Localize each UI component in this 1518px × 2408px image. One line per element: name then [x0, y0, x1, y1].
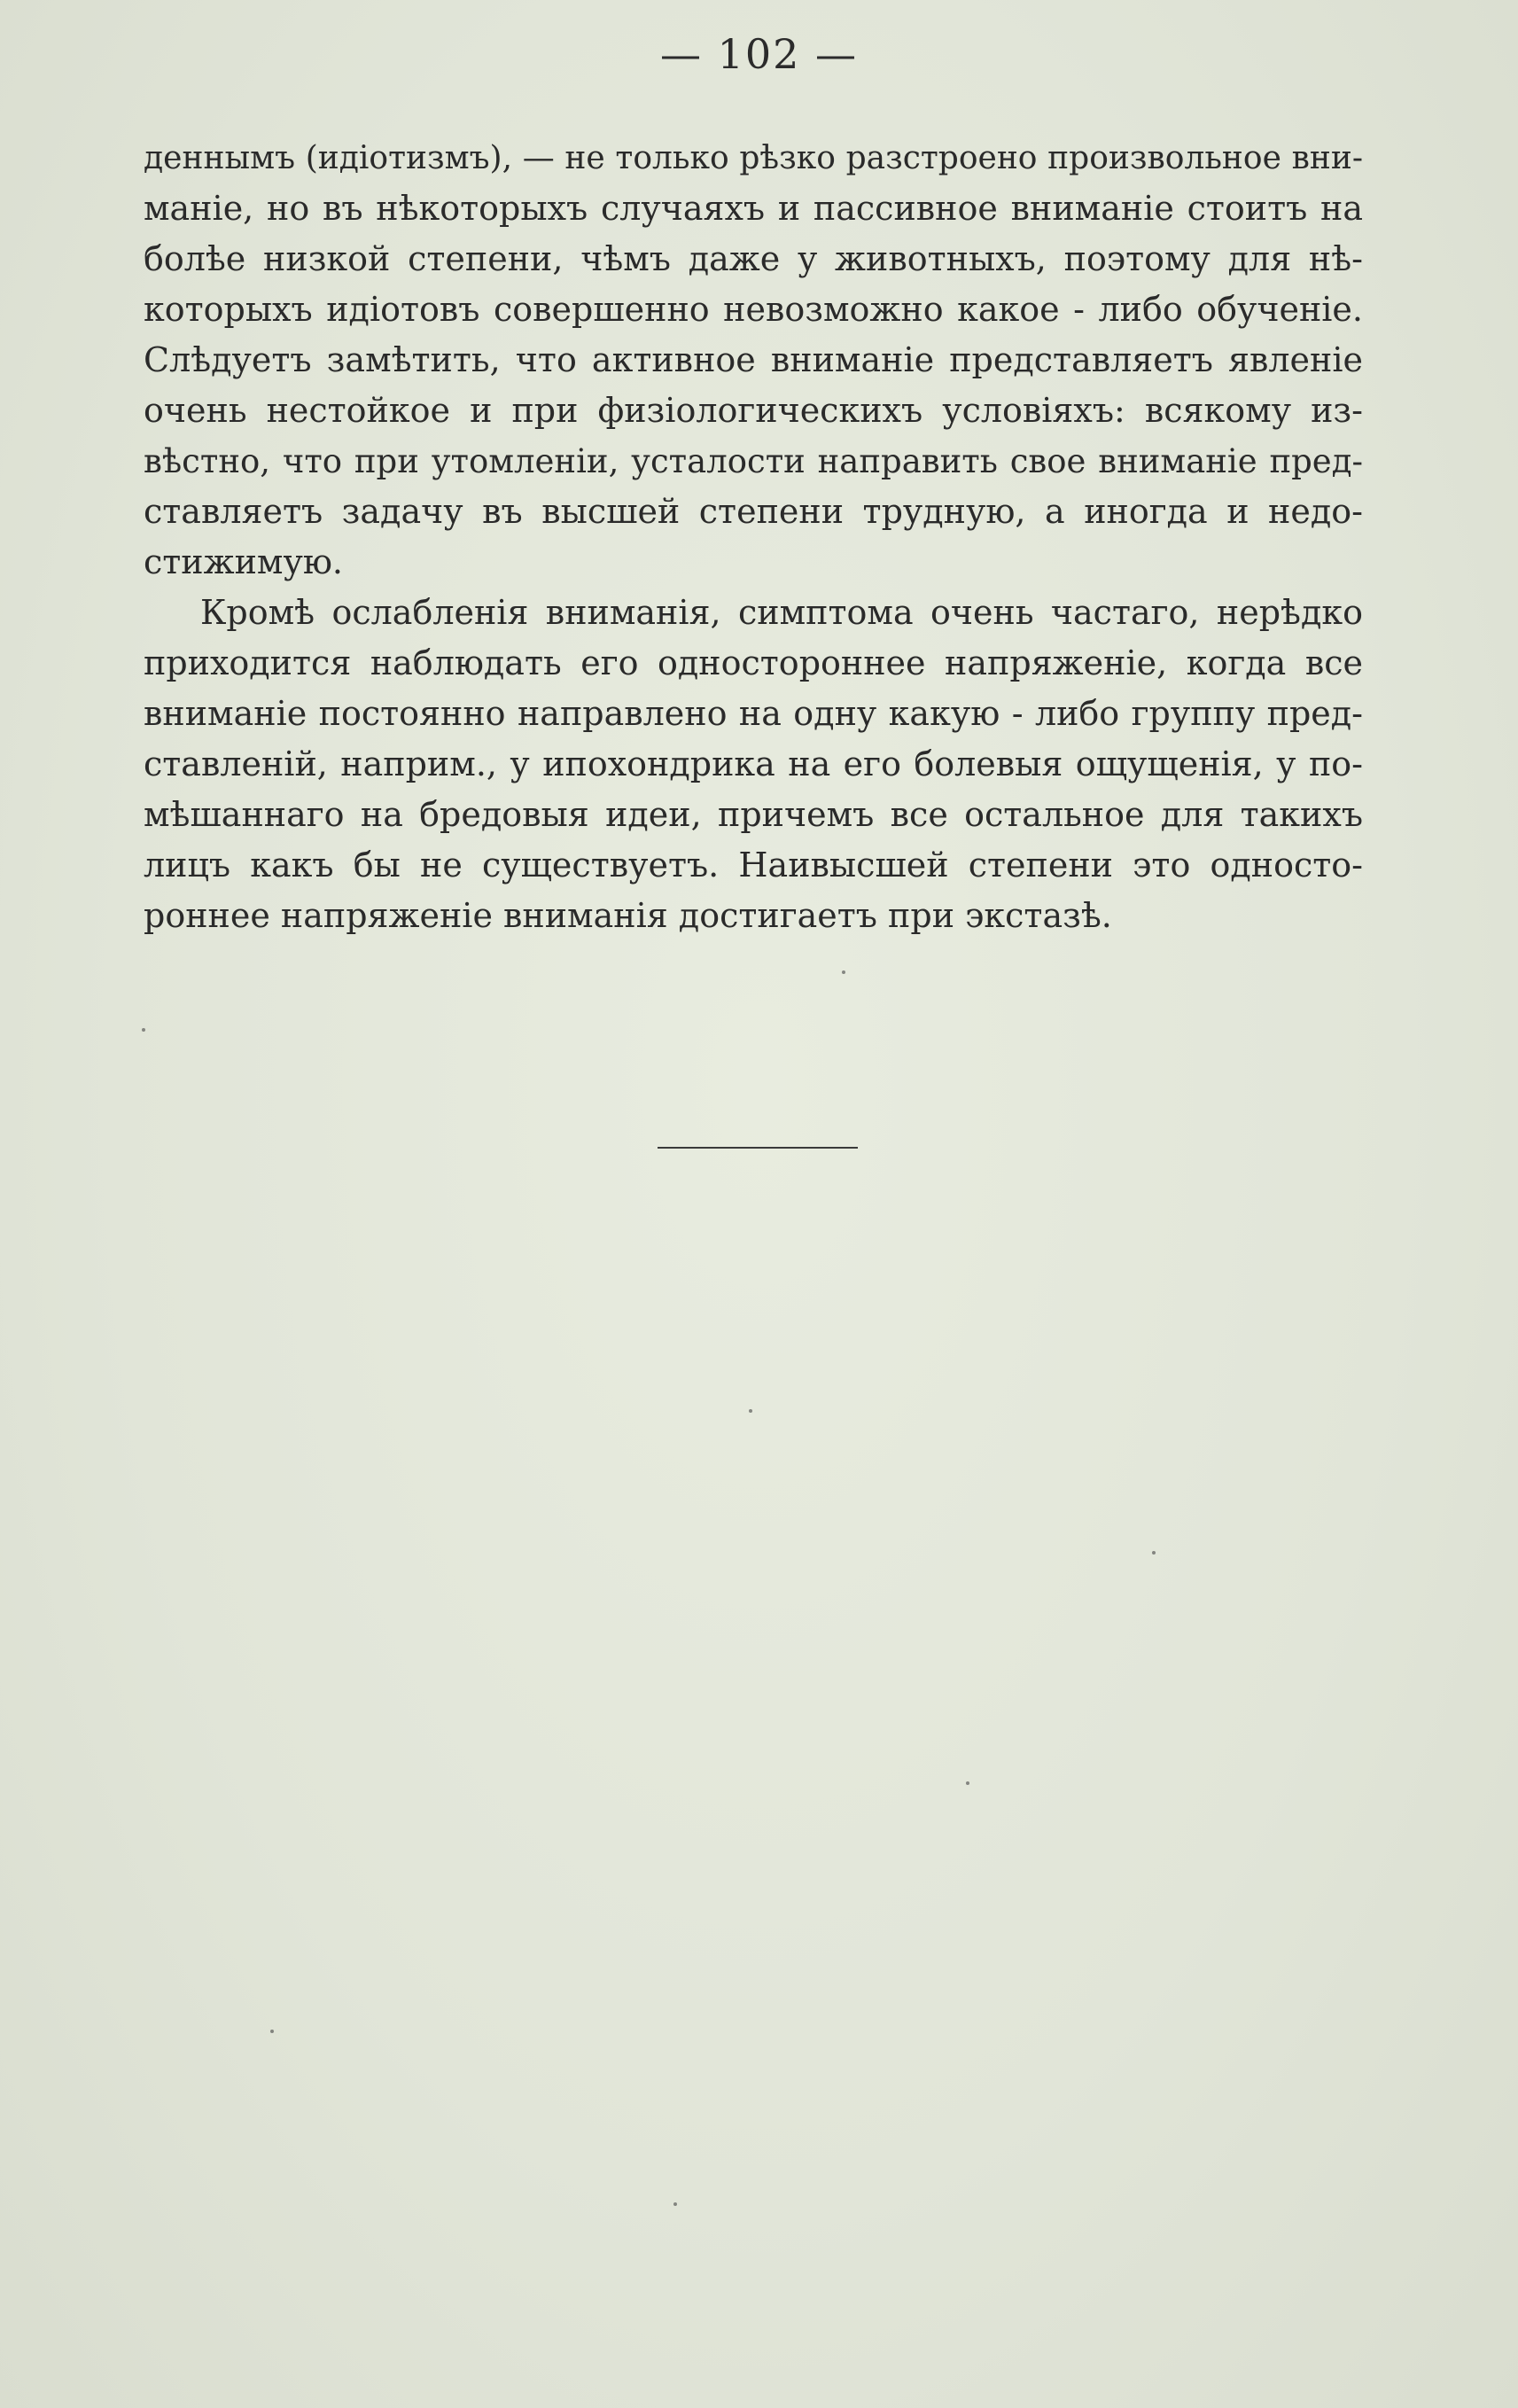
text-line: ставляетъ задачу въ высшей степени трудную, а иногда и недо- — [144, 492, 1363, 531]
text-line: Кромѣ ослабленія вниманія, симптома очень частаго, нерѣдко — [200, 593, 1363, 632]
text-line: болѣе низкой степени, чѣмъ даже у животныхъ, поэтому для нѣ- — [144, 239, 1363, 278]
paper-speck — [966, 1781, 969, 1785]
paper-speck — [842, 970, 845, 974]
paragraph-1 — [144, 133, 1363, 588]
paper-speck — [142, 1028, 145, 1032]
paragraph-2 — [144, 588, 1363, 941]
text-line: лицъ какъ бы не существуетъ. Наивысшей степени это односто- — [144, 846, 1363, 884]
text-line: роннее напряженіе вниманія достигаетъ при экстазѣ. — [144, 896, 1112, 935]
text-line: мѣшаннаго на бредовыя идеи, причемъ все остальное для такихъ — [144, 795, 1363, 834]
paper-speck — [1152, 1551, 1156, 1555]
text-line: деннымъ (идіотизмъ), — не только рѣзко разстроено произвольное вни- — [144, 140, 1363, 176]
paper-speck — [673, 2202, 677, 2206]
text-line: ставленій, наприм., у ипохондрика на его болевыя ощущенія, у по- — [144, 744, 1363, 783]
body-text — [144, 133, 1363, 941]
section-separator — [658, 1147, 858, 1149]
text-line: которыхъ идіотовъ совершенно невозможно какое - либо обученіе. — [144, 290, 1363, 329]
paper-speck — [270, 2030, 274, 2033]
text-line: маніе, но въ нѣкоторыхъ случаяхъ и пассивное вниманіе стоитъ на — [144, 189, 1363, 228]
text-line: стижимую. — [144, 542, 343, 581]
text-line: вѣстно, что при утомленіи, усталости направить свое вниманіе пред- — [144, 442, 1363, 480]
paper-speck — [749, 1409, 752, 1413]
text-line: приходится наблюдать его одностороннее напряженіе, когда все — [144, 643, 1363, 682]
text-line: вниманіе постоянно направлено на одну какую - либо группу пред- — [144, 694, 1363, 733]
text-line: Слѣдуетъ замѣтить, что активное вниманіе представляетъ явленіе — [144, 340, 1363, 379]
page-number: — 102 — — [659, 30, 859, 78]
text-line: очень нестойкое и при физіологическихъ условіяхъ: всякому из- — [144, 391, 1363, 430]
